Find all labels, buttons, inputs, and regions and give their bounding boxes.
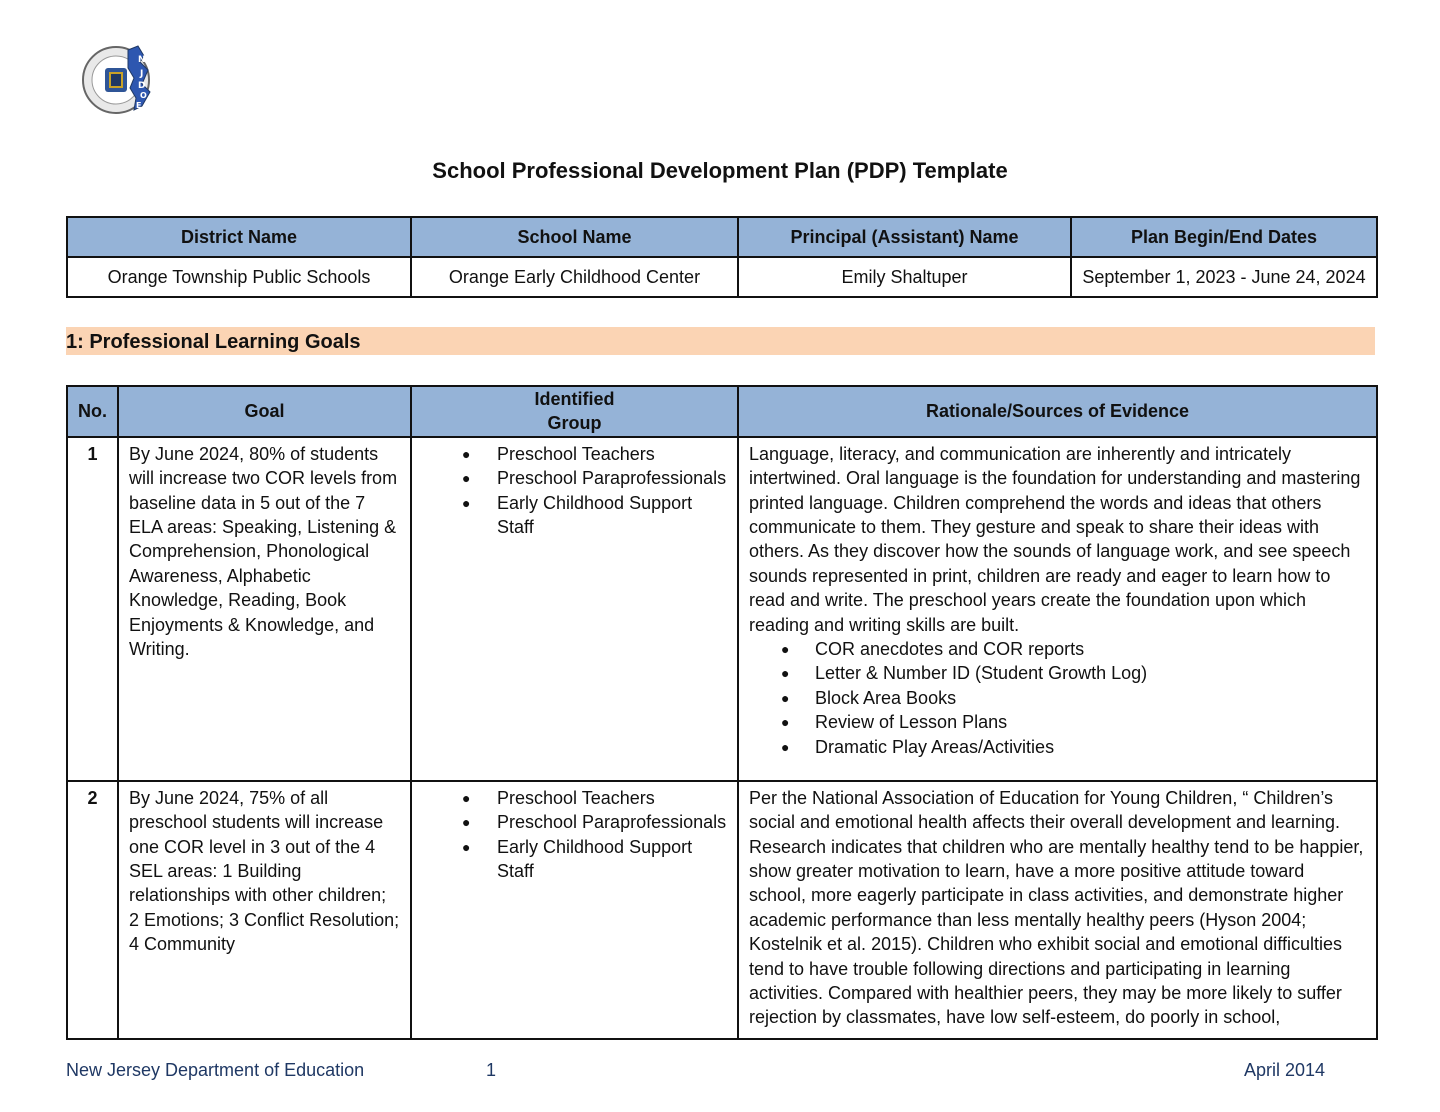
rationale-cell — [738, 437, 1377, 781]
plan-dates-value: September 1, 2023 - June 24, 2024 — [1071, 257, 1377, 297]
table-row — [67, 437, 1377, 781]
info-value-row — [67, 257, 1377, 297]
goal-number: 1 — [67, 437, 118, 781]
identified-group-cell — [411, 781, 738, 1039]
plan-dates-header: Plan Begin/End Dates — [1071, 217, 1377, 257]
rationale-header: Rationale/Sources of Evidence — [738, 386, 1377, 437]
evidence-list — [749, 637, 1366, 759]
district-name-value: Orange Township Public Schools — [67, 257, 411, 297]
table-row — [67, 781, 1377, 1039]
footer-page-number: 1 — [486, 1060, 497, 1080]
list-item: ● Preschool Paraprofessionals — [462, 466, 727, 490]
seal-icon — [78, 40, 160, 116]
svg-text:D: D — [138, 81, 146, 91]
section-heading: 1: Professional Learning Goals — [66, 327, 1375, 355]
footer-date: April 2014 — [1244, 1060, 1326, 1080]
list-item: ● COR anecdotes and COR reports — [781, 637, 1366, 661]
list-item: ● Early Childhood Support Staff — [462, 835, 727, 884]
goals-header-row — [67, 386, 1377, 437]
list-item: ● Letter & Number ID (Student Growth Log) — [781, 661, 1366, 685]
list-item: ● Preschool Paraprofessionals — [462, 810, 727, 834]
identified-group-header-line1: Identified — [534, 389, 615, 409]
svg-text:O: O — [140, 91, 147, 100]
list-item: ● Preschool Teachers — [462, 786, 727, 810]
list-item: ● Review of Lesson Plans — [781, 710, 1366, 734]
goal-number: 2 — [67, 781, 118, 1039]
list-item: ● Preschool Teachers — [462, 442, 727, 466]
goal-text: By June 2024, 80% of students will increase two COR levels from baseline data in 5 out of the 7 ELA areas: Speaking, Listening & Comprehension, Phonological Awareness, Alphabetic Knowledge, Reading, Book Enjoyments & Knowledge, and Writing. — [118, 437, 411, 781]
principal-name-header: Principal (Assistant) Name — [738, 217, 1071, 257]
rationale-text: Language, literacy, and communication are inherently and intricately intertwined. Oral language is the foundation for understanding and mastering printed language. Children comprehend the words and ideas that others communicate to them. They gesture and speak to share their ideas with others. As they discover how the sounds of language work, and see speech sounds represented in print, children are ready and eager to learn how to read and write. The preschool years create the foundation upon which reading and writing skills are built. — [749, 443, 1361, 635]
goal-header: Goal — [118, 386, 411, 437]
school-name-value: Orange Early Childhood Center — [411, 257, 738, 297]
svg-text:E: E — [136, 101, 142, 110]
rationale-text: Per the National Association of Education for Young Children, “ Children’s social and emotional health affects their overall development and learning. Research indicates that children who are mentally healthy tend to be happier, show greater motivation to learn, have a more positive attitude toward school, more eagerly participate in class activities, and demonstrate higher academic performance than less mentally healthy peers (Hyson 2004; Kostelnik et al. 2015). Children who exhibit social and emotional difficulties tend to have trouble following directions and participating in learning activities. Compared with healthier peers, they may be more likely to suffer rejection by classmates, have low self-esteem, do poorly in school, — [749, 787, 1364, 1028]
goal-text: By June 2024, 75% of all preschool students will increase one COR level in 3 out of the 4 SEL areas: 1 Building relationships with other children; 2 Emotions; 3 Conflict Resolution; 4 Community — [118, 781, 411, 1039]
list-item: ● Dramatic Play Areas/Activities — [781, 735, 1366, 759]
goals-table — [66, 385, 1378, 1040]
list-item: ● Early Childhood Support Staff — [462, 491, 727, 540]
info-header-row — [67, 217, 1377, 257]
identified-group-list — [422, 442, 727, 540]
svg-text:N: N — [138, 55, 146, 65]
footer-department: New Jersey Department of Education — [66, 1060, 365, 1080]
document-title: School Professional Development Plan (PDP) Template — [432, 158, 1008, 183]
svg-text:J: J — [140, 69, 144, 79]
list-item: ● Block Area Books — [781, 686, 1366, 710]
plan-info-table — [66, 216, 1378, 298]
njdoe-seal-logo — [78, 40, 160, 116]
district-name-header: District Name — [67, 217, 411, 257]
identified-group-header-line2: Group — [547, 413, 602, 434]
principal-name-value: Emily Shaltuper — [738, 257, 1071, 297]
rationale-cell — [738, 781, 1377, 1039]
identified-group-header — [411, 386, 738, 437]
school-name-header: School Name — [411, 217, 738, 257]
no-header: No. — [67, 386, 118, 437]
identified-group-list — [422, 786, 727, 884]
identified-group-cell — [411, 437, 738, 781]
